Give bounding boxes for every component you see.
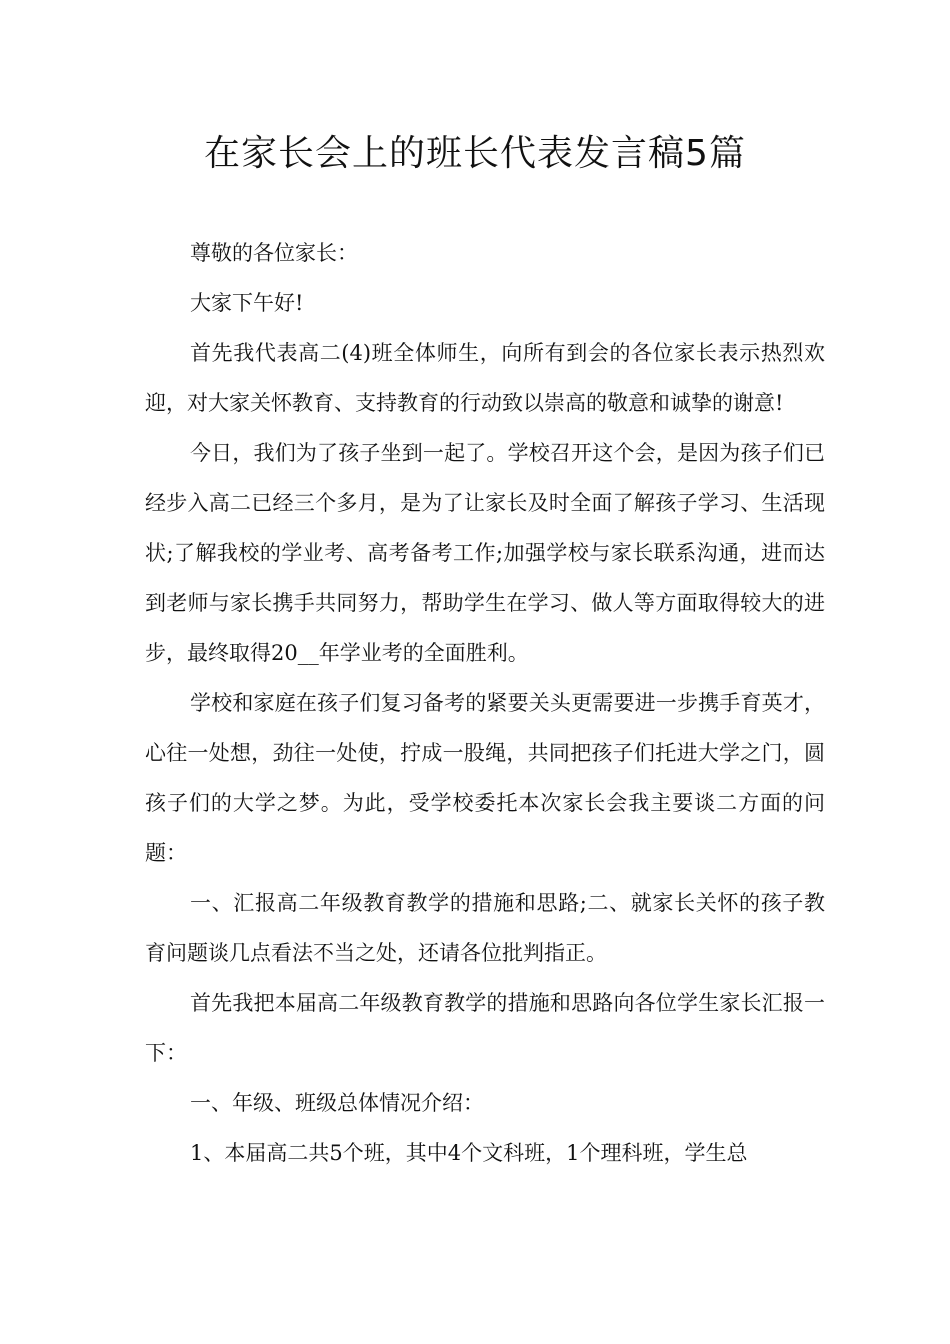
paragraph-salutation: 尊敬的各位家长：: [190, 241, 358, 265]
document-body: [145, 228, 825, 1178]
paragraph-class-overview: 1、本届高二共5个班，其中4个文科班，1个理科班，学生总: [190, 1141, 748, 1165]
paragraph-purpose: 今日，我们为了孩子坐到一起了。学校召开这个会，是因为孩子们已经步入高二已经三个多月，是为了让家长及时全面了解孩子学习、生活现状;了解我校的学业考、高考备考工作;加强学校与家长联系沟通，进而达到老师与家长携手共同努力，帮助学生在学习、做人等方面取得较大的进步，最终取得20__年学业考的全面胜利。: [145, 441, 825, 665]
paragraph-cooperation: 学校和家庭在孩子们复习备考的紧要关头更需要进一步携手育英才，心往一处想，劲往一处使，拧成一股绳，共同把孩子们托进大学之门，圆孩子们的大学之梦。为此，受学校委托本次家长会我主要谈二方面的问题：: [145, 691, 825, 865]
paragraph-section-heading: 一、年级、班级总体情况介绍：: [190, 1091, 484, 1115]
paragraph-topics: 一、汇报高二年级教育教学的措施和思路;二、就家长关怀的孩子教育问题谈几点看法不当之处，还请各位批判指正。: [145, 891, 825, 965]
paragraph-welcome: 首先我代表高二(4)班全体师生，向所有到会的各位家长表示热烈欢迎，对大家关怀教育、支持教育的行动致以崇高的敬意和诚挚的谢意!: [145, 341, 825, 415]
paragraph-greeting: 大家下午好!: [190, 291, 304, 315]
paragraph-report-intro: 首先我把本届高二年级教育教学的措施和思路向各位学生家长汇报一下：: [145, 991, 825, 1065]
document-title: 在家长会上的班长代表发言稿5篇: [204, 133, 746, 174]
